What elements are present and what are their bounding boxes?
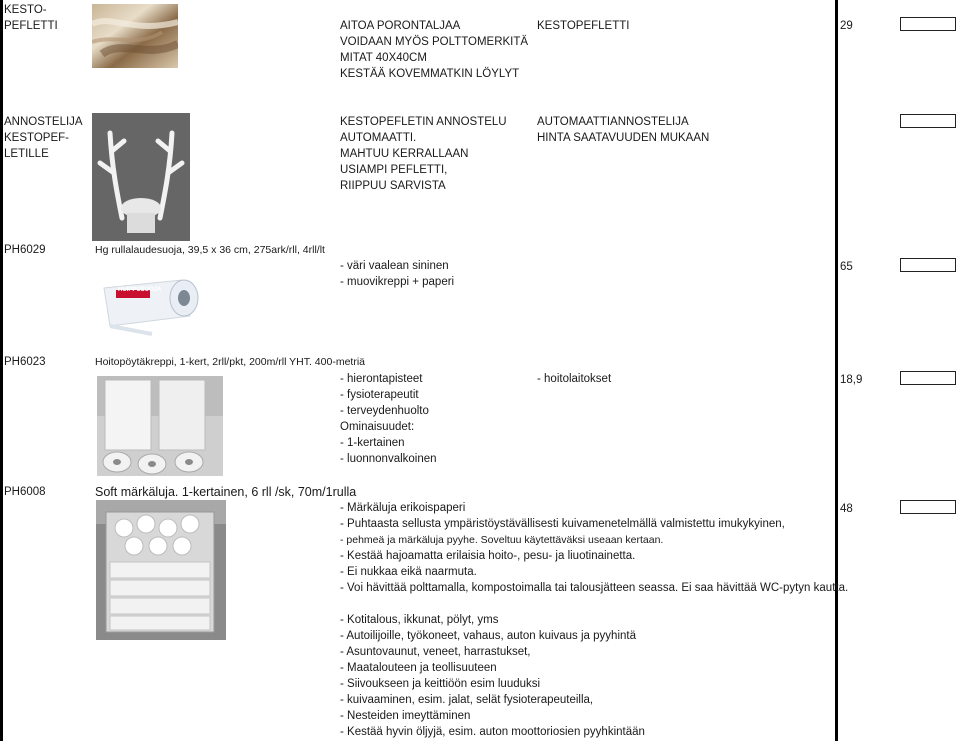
- row3-quantity-input[interactable]: [900, 371, 956, 385]
- row2-brand: HUIPPUSUOJA: [118, 287, 162, 293]
- row4-price: 48: [840, 503, 853, 515]
- row0-desc-line1: AITOA PORONTALJAA: [340, 20, 461, 32]
- row4-use-line2: - Autoilijoille, työkoneet, vahaus, auton kuivaus ja pyyhintä: [340, 630, 636, 642]
- row4-title: Soft märkäluja. 1-kertainen, 6 rll /sk, 70m/1rulla: [95, 485, 357, 499]
- row1-col3-line2: HINTA SAATAVUUDEN MUKAAN: [537, 132, 710, 144]
- row2-price: 65: [840, 261, 853, 273]
- row4-use-line5: - Siivoukseen ja keittiöön esim luuduksi: [340, 678, 541, 690]
- row4-use-line7: - Nesteiden imeyttäminen: [340, 710, 471, 722]
- row4-quantity-input[interactable]: [900, 500, 956, 514]
- table-crepe-rolls-image: [97, 376, 223, 476]
- row4-desc-line2: - Puhtaasta sellusta ympäristöystävällisesti kuivamenetelmällä valmistettu imukykyinen,: [340, 518, 785, 530]
- row3-desc-line6: - luonnonvalkoinen: [340, 453, 437, 465]
- soft-wet-paper-rolls-image: [96, 500, 226, 640]
- row3-desc-line4: Ominaisuudet:: [340, 421, 415, 433]
- row3-col3: - hoitolaitokset: [537, 373, 612, 385]
- row0-code-line1: KESTO-: [4, 4, 47, 16]
- row0-desc-line4: KESTÄÄ KOVEMMATKIN LÖYLYT: [340, 68, 520, 80]
- row1-desc-line2: AUTOMAATTI.: [340, 132, 417, 144]
- row2-desc-line1: - väri vaalean sininen: [340, 260, 449, 272]
- row3-desc-line2: - fysioterapeutit: [340, 389, 419, 401]
- row1-quantity-input[interactable]: [900, 114, 956, 128]
- row3-desc-line3: - terveydenhuolto: [340, 405, 429, 417]
- row4-desc-line3: - pehmeä ja märkäluja pyyhe. Soveltuu käytettäväksi useaan kertaan.: [340, 534, 664, 546]
- row1-code-line3: LETILLE: [4, 148, 49, 160]
- row2-title: Hg rullalaudesuoja, 39,5 x 36 cm, 275ark/rll, 4rll/lt: [95, 244, 325, 256]
- row4-desc-line6: - Voi hävittää polttamalla, kompostoimalla tai talousjätteen seassa. Ei saa hävittää WC-pytyn kautta.: [340, 582, 849, 594]
- row4-desc-line5: - Ei nukkaa eikä naarmuta.: [340, 566, 477, 578]
- row1-code-line2: KESTOPEF-: [4, 132, 69, 144]
- row1-code-line1: ANNOSTELIJA: [4, 116, 83, 128]
- row0-col3: KESTOPEFLETTI: [537, 20, 630, 32]
- row0-quantity-input[interactable]: [900, 17, 956, 31]
- row4-use-line3: - Asuntovaunut, veneet, harrastukset,: [340, 646, 531, 658]
- row2-quantity-input[interactable]: [900, 258, 956, 272]
- row0-code-line2: PEFLETTI: [4, 20, 58, 32]
- reindeer-fur-image: [92, 4, 178, 68]
- row2-desc-line2: - muovikreppi + paperi: [340, 276, 455, 288]
- price-column-divider: [835, 0, 838, 741]
- row3-title: Hoitopöytäkreppi, 1-kert, 2rll/pkt, 200m/rll YHT. 400-metriä: [95, 356, 365, 368]
- row1-desc-line5: RIIPPUU SARVISTA: [340, 180, 446, 192]
- row1-desc-line1: KESTOPEFLETIN ANNOSTELU: [340, 116, 507, 128]
- row0-price: 29: [840, 20, 853, 32]
- row4-desc-line4: - Kestää hajoamatta erilaisia hoito-, pesu- ja liuotinainetta.: [340, 550, 636, 562]
- row3-desc-line5: - 1-kertainen: [340, 437, 405, 449]
- row4-desc-line1: - Märkäluja erikoispaperi: [340, 502, 466, 514]
- row1-desc-line3: MAHTUU KERRALLAAN: [340, 148, 469, 160]
- row1-col3-line1: AUTOMAATTIANNOSTELIJA: [537, 116, 689, 128]
- row0-desc-line2: VOIDAAN MYÖS POLTTOMERKITÄ: [340, 36, 529, 48]
- row3-price: 18,9: [840, 374, 863, 386]
- row4-use-line8: - Kestää hyvin öljyjä, esim. auton moottoriosien pyyhkintään: [340, 726, 645, 738]
- row3-desc-line1: - hierontapisteet: [340, 373, 423, 385]
- couch-roll-image: [92, 258, 210, 340]
- row3-code: PH6023: [4, 356, 46, 368]
- row4-use-line4: - Maatalouteen ja teollisuuteen: [340, 662, 497, 674]
- row2-code: PH6029: [4, 244, 46, 256]
- row4-code: PH6008: [4, 486, 46, 498]
- antler-dispenser-image: [92, 113, 190, 241]
- left-border: [0, 0, 3, 741]
- row4-use-line6: - kuivaaminen, esim. jalat, selät fysioterapeuteilla,: [340, 694, 594, 706]
- row1-desc-line4: USIAMPI PEFLETTI,: [340, 164, 448, 176]
- row0-desc-line3: MITAT 40X40CM: [340, 52, 427, 64]
- row4-use-line1: - Kotitalous, ikkunat, pölyt, yms: [340, 614, 499, 626]
